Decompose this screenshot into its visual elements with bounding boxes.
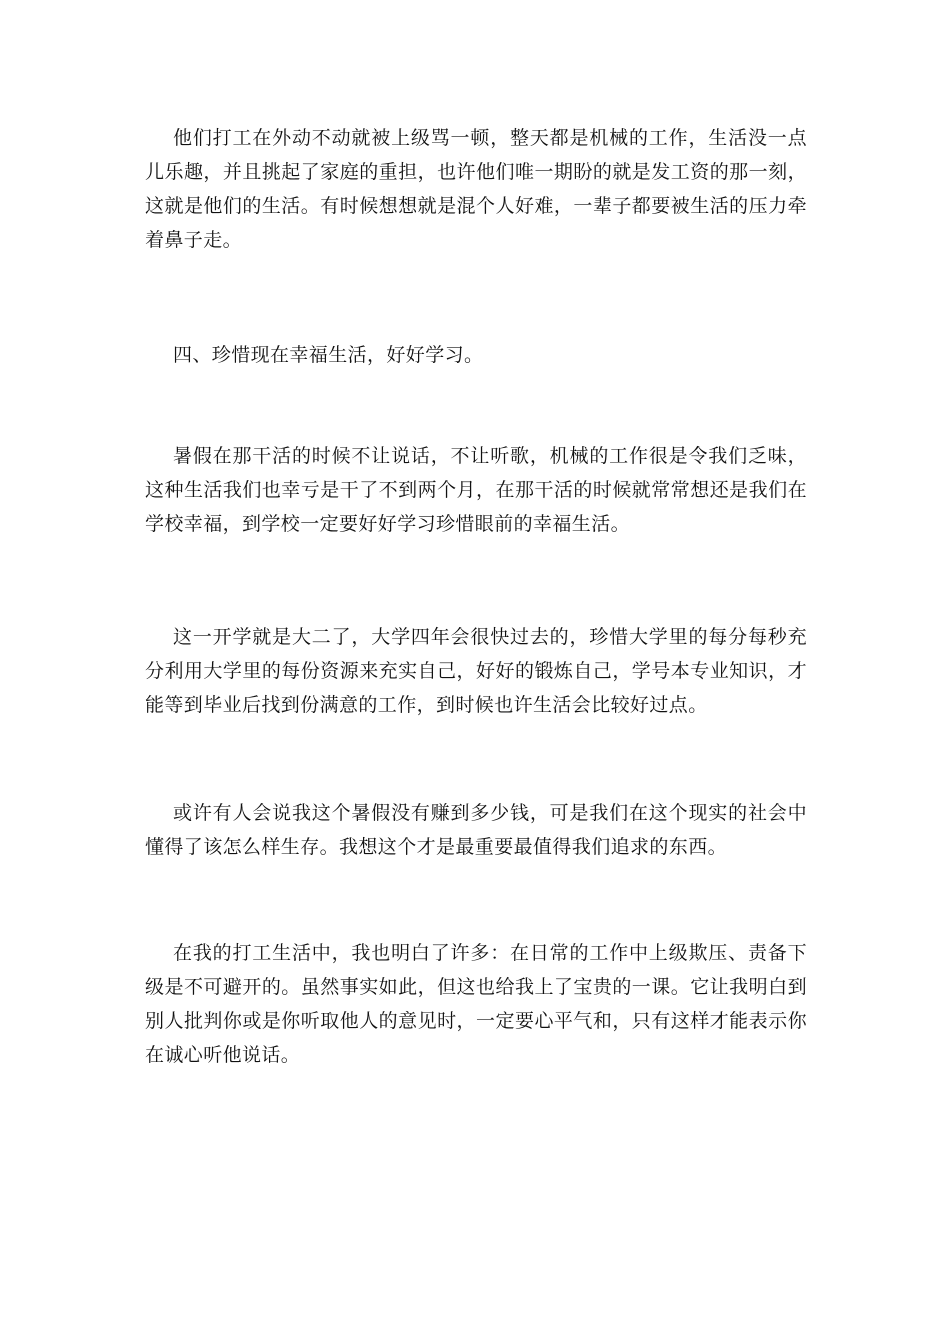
- section-heading-cherish-life: 四、珍惜现在幸福生活，好好学习。: [173, 344, 484, 366]
- paragraph-sophomore-year: 这一开学就是大二了，大学四年会很快过去的，珍惜大学里的每分每秒充分利用大学里的每份资源来充实自己，好好的锻炼自己，学号本专业知识，才能等到毕业后找到份满意的工作，到时候也许生活会比较好过点。: [145, 626, 807, 716]
- paragraph-summer-work: 暑假在那干活的时候不让说话，不让听歌，机械的工作很是令我们乏味，这种生活我们也幸亏是干了不到两个月，在那干活的时候就常常想还是我们在学校幸福，到学校一定要好好学习珍惜眼前的幸福生活。: [145, 445, 807, 535]
- paragraph-workers-life: 他们打工在外动不动就被上级骂一顿，整天都是机械的工作，生活没一点儿乐趣，并且挑起了家庭的重担，也许他们唯一期盼的就是发工资的那一刻，这就是他们的生活。有时候想想就是混个人好难，一辈子都要被生活的压力牵着鼻子走。: [145, 127, 807, 251]
- paragraph-work-lessons: 在我的打工生活中，我也明白了许多：在日常的工作中上级欺压、责备下级是不可避开的。虽然事实如此，但这也给我上了宝贵的一课。它让我明白到别人批判你或是你听取他人的意见时，一定要心平气和，只有这样才能表示你在诚心听他说话。: [145, 942, 807, 1066]
- paragraph-survival-lesson: 或许有人会说我这个暑假没有赚到多少钱，可是我们在这个现实的社会中懂得了该怎么样生存。我想这个才是最重要最值得我们追求的东西。: [145, 802, 807, 858]
